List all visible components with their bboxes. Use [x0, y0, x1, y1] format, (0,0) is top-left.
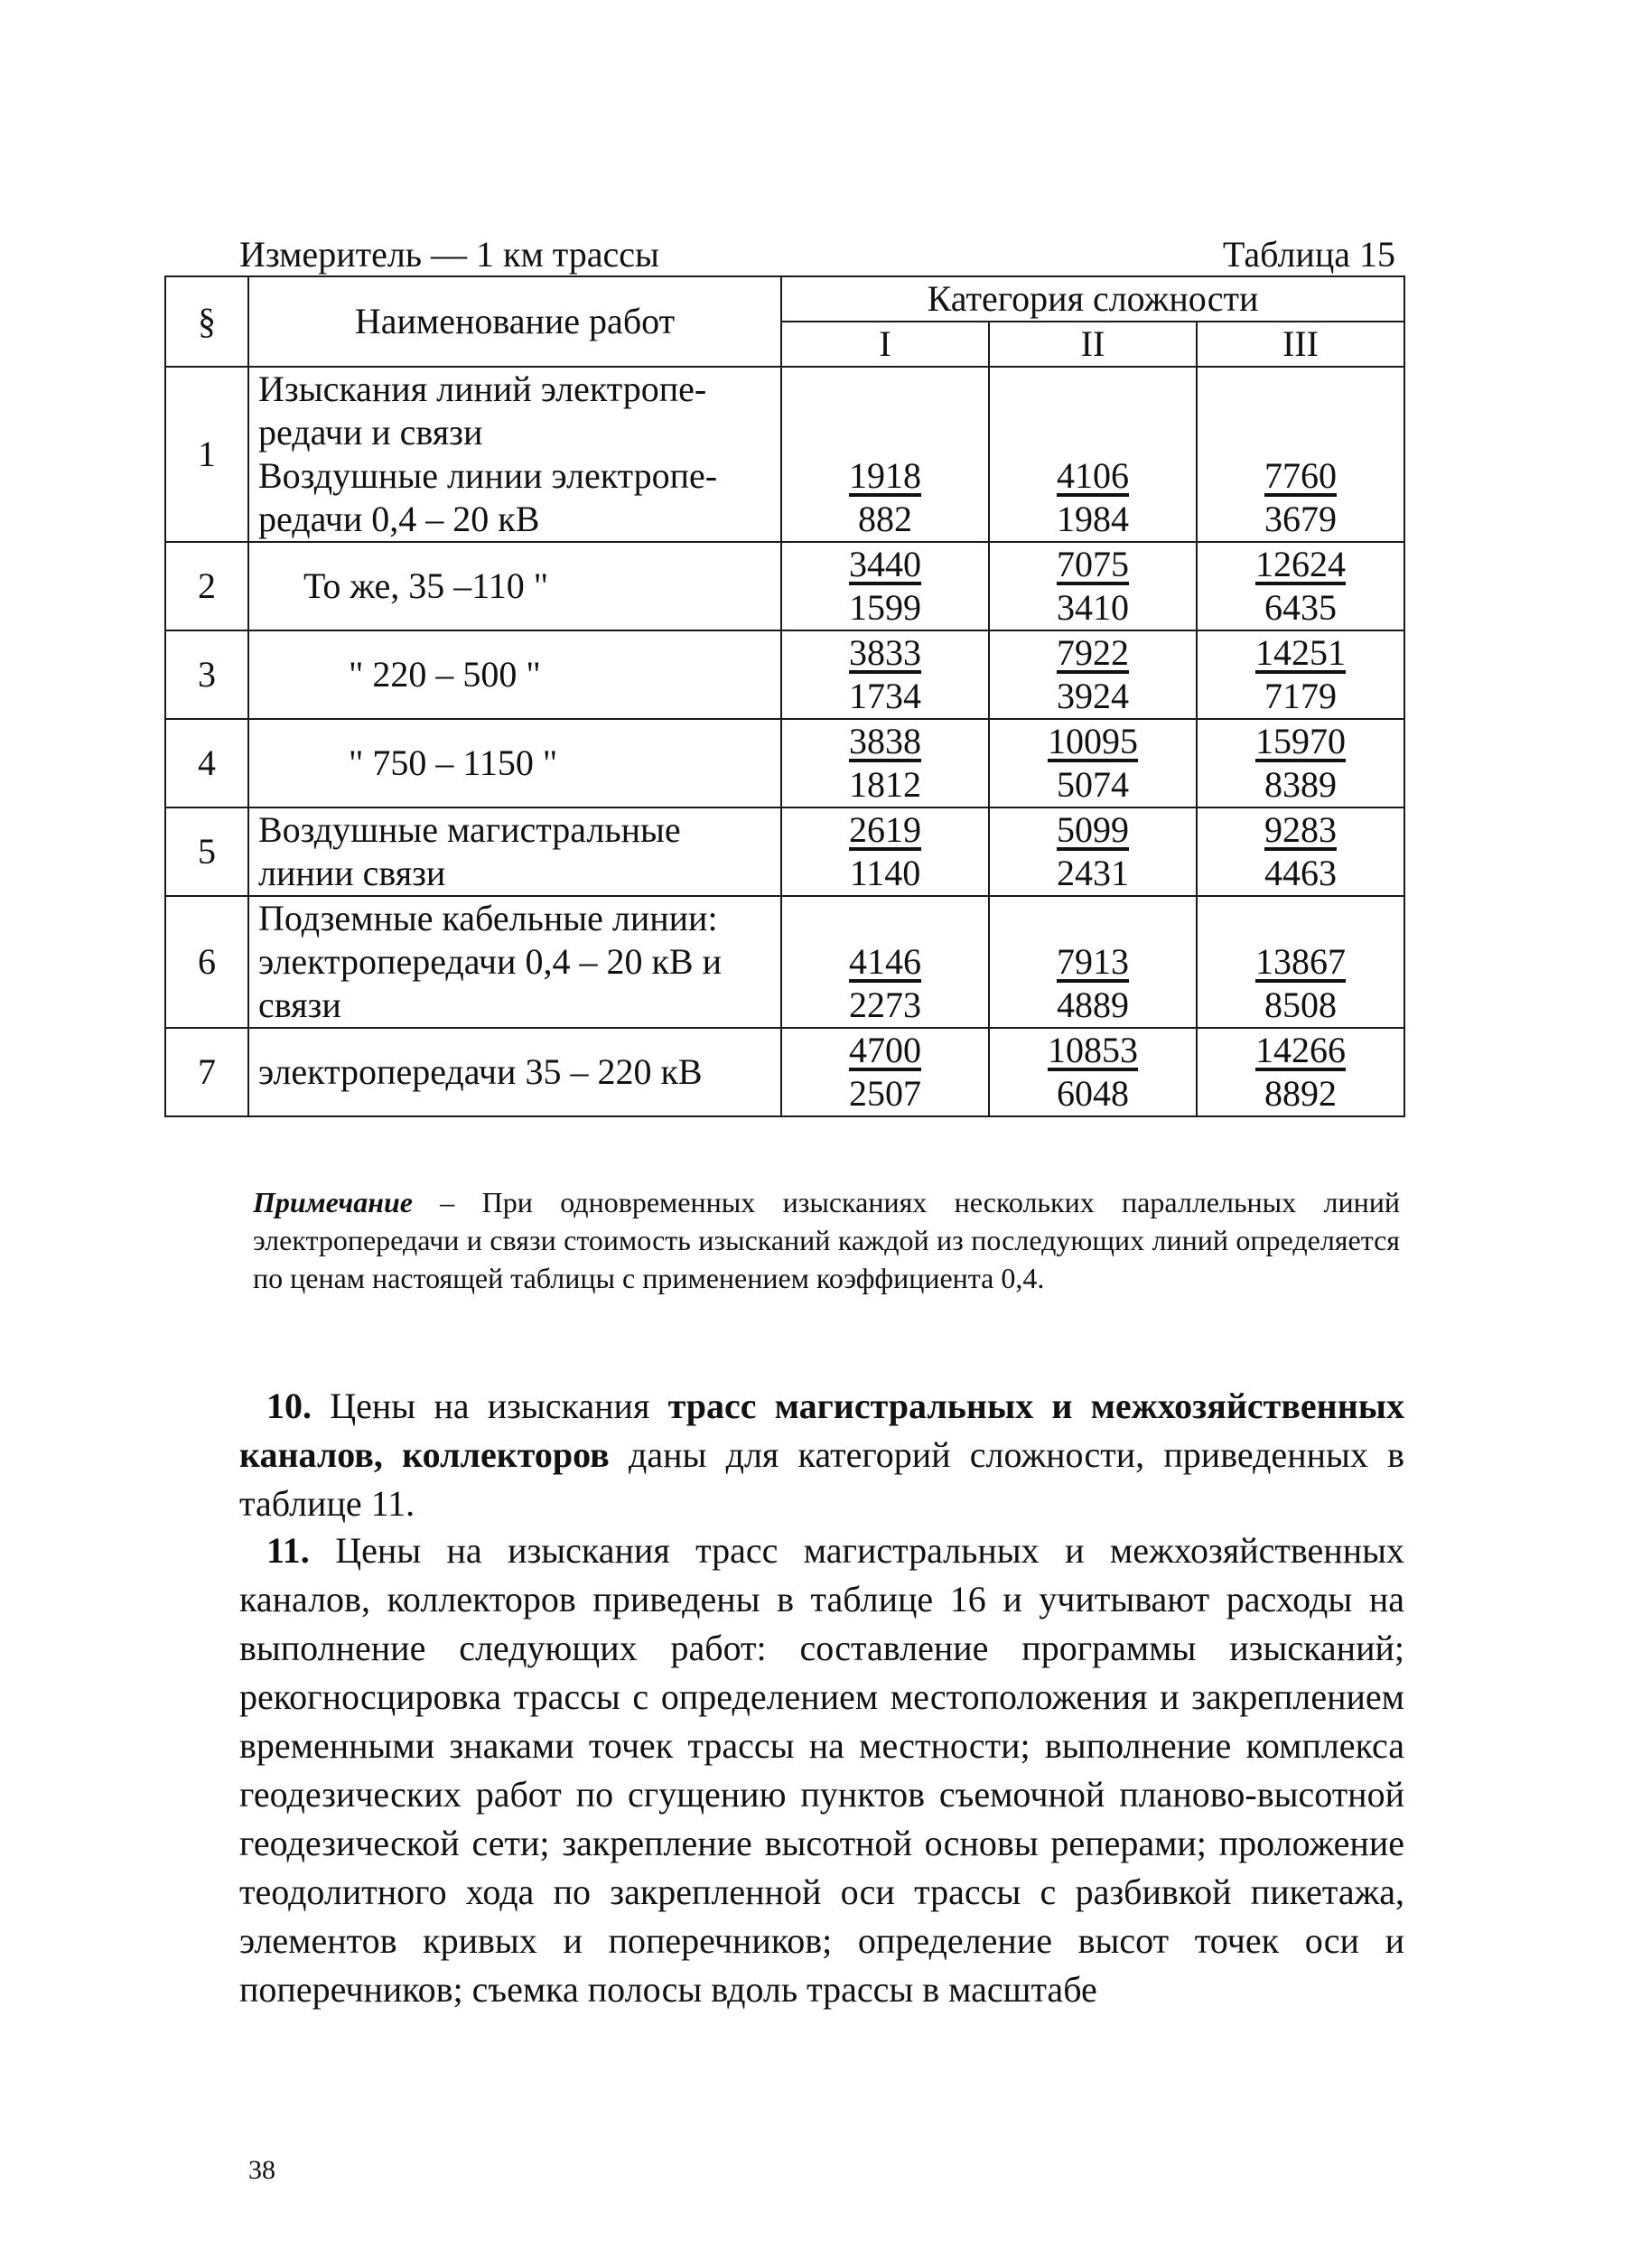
price-value-secondary: 1599 — [849, 587, 921, 628]
price-cell — [781, 367, 989, 542]
paragraph-number: 11. — [266, 1530, 310, 1571]
price-cell — [989, 896, 1197, 1028]
price-value-secondary: 1984 — [1057, 499, 1129, 539]
price-value: 9283 — [1264, 809, 1337, 850]
row-number: 2 — [165, 542, 248, 630]
row-number: 6 — [165, 896, 248, 1028]
price-cell — [1197, 807, 1404, 896]
row-name-line: " 220 – 500 " — [349, 654, 541, 695]
row-number: 3 — [165, 630, 248, 719]
price-value-secondary: 4889 — [1057, 985, 1129, 1025]
price-value-secondary: 882 — [858, 499, 912, 539]
measure-caption: Измеритель — 1 км трассы — [239, 234, 659, 275]
price-value: 15970 — [1255, 721, 1346, 761]
price-value-secondary: 3679 — [1264, 499, 1337, 539]
row-name-line: Воздушные магистральные — [258, 809, 681, 850]
paragraph-text: Цены на изыскания — [312, 1386, 668, 1426]
price-cell — [989, 719, 1197, 807]
price-value: 3833 — [849, 632, 921, 673]
price-value: 13867 — [1255, 941, 1346, 982]
price-value-secondary: 2431 — [1057, 853, 1129, 893]
row-name-line: Воздушные линии электропе- — [258, 455, 718, 496]
row-name — [248, 719, 781, 807]
row-number: 1 — [165, 367, 248, 542]
price-cell — [781, 1028, 989, 1116]
table-row — [165, 807, 1404, 896]
price-value-secondary: 1812 — [849, 764, 921, 805]
row-number: 5 — [165, 807, 248, 896]
price-value: 5099 — [1057, 809, 1129, 850]
table-header-row — [165, 276, 1404, 322]
price-cell — [1197, 896, 1404, 1028]
row-name-line: То же, 35 –110 " — [303, 565, 549, 606]
row-name — [248, 367, 781, 542]
price-value: 14251 — [1255, 632, 1346, 673]
row-number: 4 — [165, 719, 248, 807]
price-cell — [1197, 630, 1404, 719]
price-table — [164, 275, 1405, 1117]
row-name-line: Изыскания линий электропе- — [258, 369, 707, 409]
price-cell — [989, 630, 1197, 719]
paragraph-10 — [239, 1382, 1404, 1528]
row-name-line: линии связи — [258, 853, 446, 893]
price-value-secondary: 6048 — [1057, 1073, 1129, 1114]
row-name-line: редачи 0,4 – 20 кВ — [258, 499, 540, 539]
price-cell — [989, 807, 1197, 896]
price-value: 4106 — [1057, 455, 1129, 496]
header-category: Категория сложности — [781, 276, 1404, 322]
price-value: 2619 — [849, 809, 921, 850]
table-row — [165, 896, 1404, 1028]
paragraph-text: даны для категорий сложности, приведенных в таблице 11. — [239, 1434, 1404, 1524]
header-work-name: Наименование работ — [248, 276, 781, 367]
price-value: 7760 — [1264, 455, 1337, 496]
price-value-secondary: 5074 — [1057, 764, 1129, 805]
price-cell — [781, 542, 989, 630]
row-name — [248, 896, 781, 1028]
paragraph-emphasis: трасс магистральных и межхозяйственных каналов, коллекторов — [239, 1386, 1404, 1475]
price-value: 12624 — [1255, 544, 1346, 584]
row-name — [248, 542, 781, 630]
header-section: § — [165, 276, 248, 367]
row-name-line: Подземные кабельные линии: — [258, 898, 718, 938]
price-value-secondary: 7179 — [1264, 676, 1337, 716]
price-cell — [1197, 1028, 1404, 1116]
price-value-secondary: 6435 — [1264, 587, 1337, 628]
price-cell — [989, 1028, 1197, 1116]
price-value-secondary: 8508 — [1264, 985, 1337, 1025]
table-row — [165, 719, 1404, 807]
table-caption-row — [239, 233, 1395, 276]
price-cell — [1197, 719, 1404, 807]
row-name-line: редачи и связи — [258, 412, 483, 453]
note-label: Примечание — [253, 1186, 413, 1218]
price-value-secondary: 3410 — [1057, 587, 1129, 628]
price-value-secondary: 8389 — [1264, 764, 1337, 805]
row-name-line: " 750 – 1150 " — [349, 742, 558, 783]
price-value: 7913 — [1057, 941, 1129, 982]
price-value: 7075 — [1057, 544, 1129, 584]
price-value: 7922 — [1057, 632, 1129, 673]
price-value-secondary: 8892 — [1264, 1073, 1337, 1114]
paragraph-number: 10. — [266, 1386, 312, 1426]
price-value: 10095 — [1048, 721, 1138, 761]
row-name — [248, 1028, 781, 1116]
table-row — [165, 367, 1404, 542]
price-value: 10853 — [1048, 1030, 1138, 1070]
price-cell — [781, 896, 989, 1028]
price-cell — [781, 719, 989, 807]
row-name — [248, 807, 781, 896]
price-value-secondary: 2273 — [849, 985, 921, 1025]
price-value-secondary: 4463 — [1264, 853, 1337, 893]
paragraph-text: Цены на изыскания трасс магистральных и межхозяйственных каналов, коллекторов приведены в таблице 16 и учитывают расходы на выполнение следующих работ: составление программы изысканий; рекогносцировка трассы с определением местоположения и закреплением временными знаками точек трассы на местности; выполнение комплекса геодезических работ по сгущению пунктов съемочной планово-высотной геодезической сети; закрепление высотной основы реперами; проложение теодолитного хода по закрепленной оси трассы с разбивкой пикетажа, элементов кривых и поперечников; определение высот точек оси и поперечников; съемка полосы вдоль трассы в масштабе — [239, 1530, 1404, 2010]
header-category-3: III — [1197, 322, 1404, 367]
row-name-line: связи — [258, 985, 341, 1025]
price-value-secondary: 2507 — [849, 1073, 921, 1114]
row-name-line: электропередачи 0,4 – 20 кВ и — [258, 941, 722, 982]
note-text: – При одновременных изысканиях нескольких параллельных линий электропередачи и связи стоимость изысканий каждой из последующих линий определяется по ценам настоящей таблицы с применением коэффициента 0,4. — [253, 1186, 1400, 1294]
price-cell — [781, 630, 989, 719]
table-row — [165, 630, 1404, 719]
price-value: 1918 — [849, 455, 921, 496]
price-value: 3838 — [849, 721, 921, 761]
header-category-2: II — [989, 322, 1197, 367]
row-name — [248, 630, 781, 719]
table-row — [165, 1028, 1404, 1116]
price-cell — [1197, 367, 1404, 542]
paragraph-11 — [239, 1526, 1404, 2014]
row-name-line: электропередачи 35 – 220 кВ — [258, 1051, 703, 1092]
price-value: 4146 — [849, 941, 921, 982]
table-note — [253, 1183, 1400, 1297]
price-value: 4700 — [849, 1030, 921, 1070]
price-value-secondary: 3924 — [1057, 676, 1129, 716]
header-category-1: I — [781, 322, 989, 367]
price-value: 3440 — [849, 544, 921, 584]
price-cell — [989, 542, 1197, 630]
price-cell — [781, 807, 989, 896]
price-value-secondary: 1734 — [849, 676, 921, 716]
table-number-caption: Таблица 15 — [1222, 234, 1395, 275]
price-value: 14266 — [1255, 1030, 1346, 1070]
page-number: 38 — [248, 2155, 275, 2185]
price-value-secondary: 1140 — [849, 853, 921, 893]
price-cell — [989, 367, 1197, 542]
table-row — [165, 542, 1404, 630]
row-number: 7 — [165, 1028, 248, 1116]
price-cell — [1197, 542, 1404, 630]
